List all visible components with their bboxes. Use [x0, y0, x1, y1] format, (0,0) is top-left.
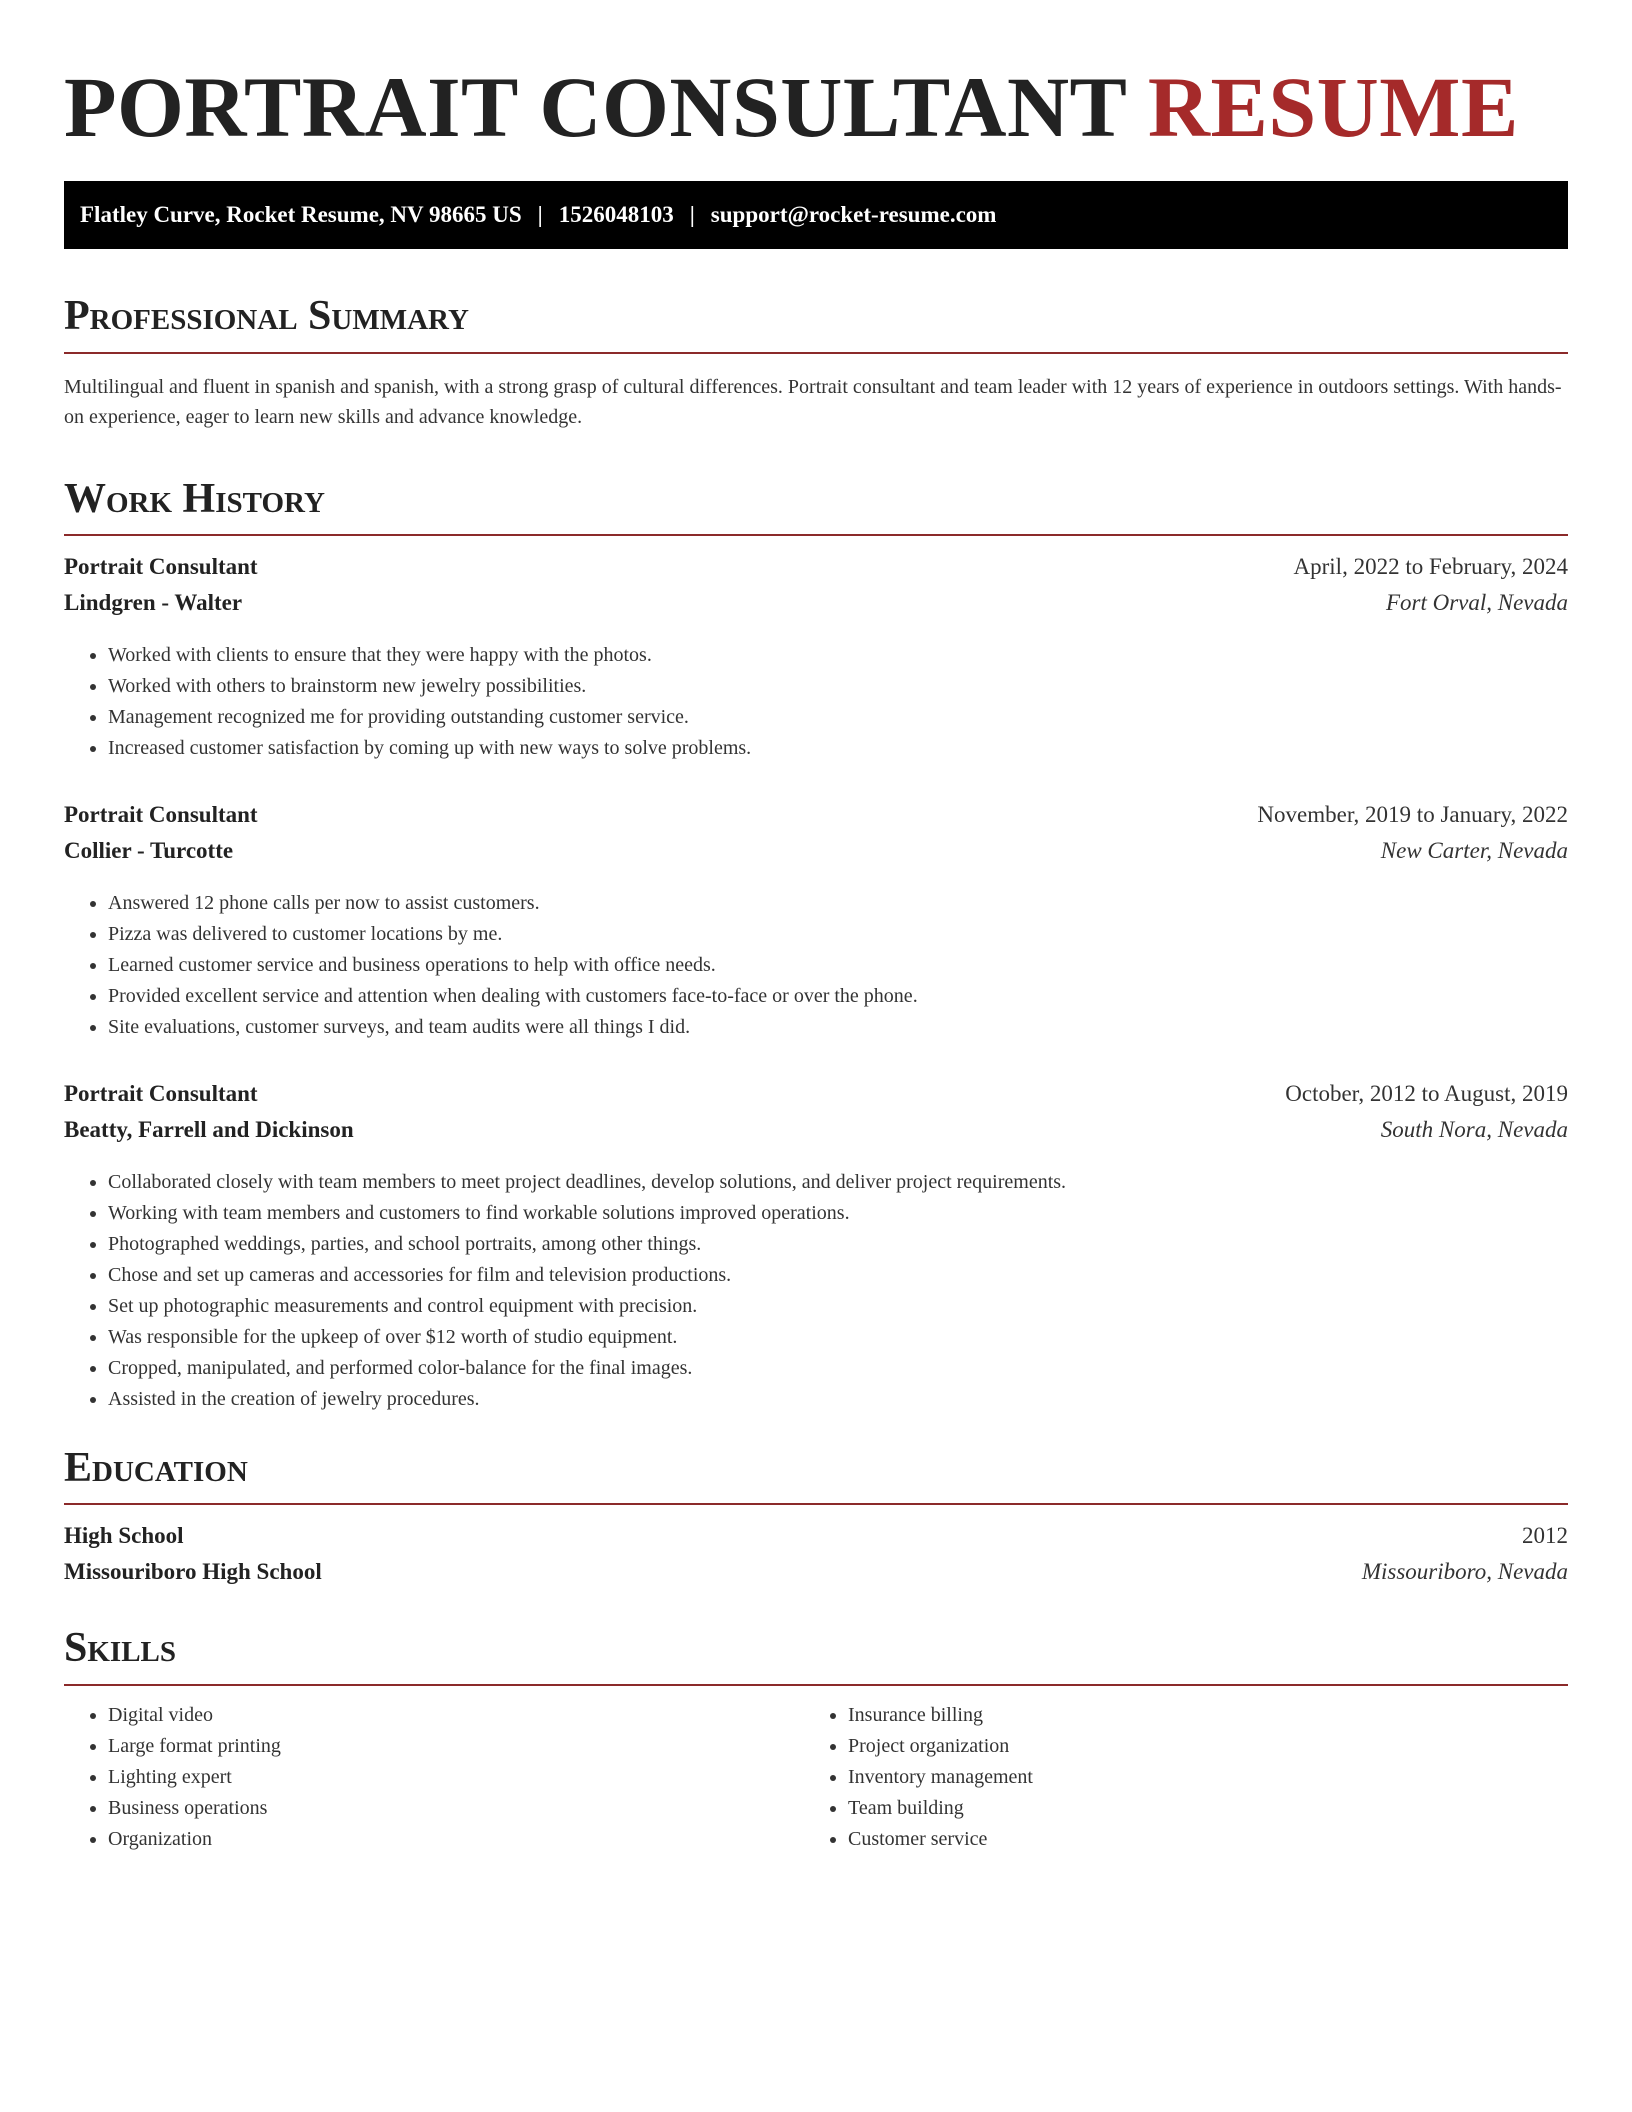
- job-entry: [64, 554, 1568, 764]
- title-accent: RESUME: [1147, 59, 1519, 155]
- education-entry: [64, 1523, 1568, 1595]
- title-main: PORTRAIT CONSULTANT: [64, 59, 1126, 155]
- job-dates: November, 2019 to January, 2022: [1257, 801, 1568, 827]
- section-heading-summary: Professional Summary: [64, 291, 1568, 353]
- education-year: 2012: [1522, 1523, 1568, 1549]
- job-location: Fort Orval, Nevada: [1385, 589, 1568, 615]
- job-title: Portrait Consultant: [64, 801, 258, 827]
- contact-phone: 1526048103: [558, 202, 674, 228]
- education-degree: High School: [64, 1523, 184, 1549]
- skill-item: • Inventory management: [848, 1762, 1544, 1793]
- job-bullet: • Provided excellent service and attention when dealing with customers face-to-face or over the phone.: [108, 981, 1568, 1012]
- skill-item: • Insurance billing: [848, 1700, 1544, 1731]
- skills-column-right: [804, 1700, 1544, 1855]
- resume-title: [64, 56, 1568, 159]
- skill-item: • Large format printing: [108, 1731, 804, 1762]
- job-bullet: • Worked with clients to ensure that they were happy with the photos.: [108, 640, 1568, 671]
- contact-address: Flatley Curve, Rocket Resume, NV 98665 US: [80, 202, 522, 228]
- contact-separator: |: [689, 202, 695, 228]
- skill-item: • Business operations: [108, 1793, 804, 1824]
- education-school: Missouriboro High School: [64, 1559, 322, 1585]
- job-title: Portrait Consultant: [64, 553, 258, 579]
- job-bullet: • Chose and set up cameras and accessories for film and television productions.: [108, 1260, 1568, 1291]
- job-company-row: [64, 838, 1568, 874]
- job-header-row: [64, 802, 1568, 838]
- job-company-row: [64, 1117, 1568, 1153]
- skill-item: • Team building: [848, 1793, 1544, 1824]
- job-bullets: [64, 888, 1568, 1043]
- job-bullet: • Learned customer service and business operations to help with office needs.: [108, 950, 1568, 981]
- job-header-row: [64, 554, 1568, 590]
- job-bullet: • Set up photographic measurements and control equipment with precision.: [108, 1291, 1568, 1322]
- job-entry: [64, 1081, 1568, 1415]
- job-location: South Nora, Nevada: [1380, 1116, 1568, 1142]
- job-bullet: • Working with team members and customers to find workable solutions improved operations.: [108, 1198, 1568, 1229]
- contact-bar: [64, 181, 1568, 249]
- contact-email: support@rocket-resume.com: [710, 202, 997, 228]
- job-dates: October, 2012 to August, 2019: [1285, 1080, 1568, 1106]
- skill-item: • Lighting expert: [108, 1762, 804, 1793]
- resume-page: [64, 0, 1568, 1855]
- education-location: Missouriboro, Nevada: [1361, 1559, 1568, 1585]
- education-header-row: [64, 1523, 1568, 1559]
- job-company: Collier - Turcotte: [64, 837, 234, 863]
- section-heading-work-history: Work History: [64, 474, 1568, 536]
- job-bullets: [64, 640, 1568, 764]
- job-dates: April, 2022 to February, 2024: [1293, 553, 1568, 579]
- skill-item: • Organization: [108, 1824, 804, 1855]
- job-bullet: • Increased customer satisfaction by coming up with new ways to solve problems.: [108, 733, 1568, 764]
- job-bullet: • Collaborated closely with team members to meet project deadlines, develop solutions, and deliver project requirements.: [108, 1167, 1568, 1198]
- job-bullet: • Cropped, manipulated, and performed color-balance for the final images.: [108, 1353, 1568, 1384]
- job-bullet: • Assisted in the creation of jewelry procedures.: [108, 1384, 1568, 1415]
- job-bullet: • Photographed weddings, parties, and school portraits, among other things.: [108, 1229, 1568, 1260]
- job-location: New Carter, Nevada: [1380, 837, 1568, 863]
- education-school-row: [64, 1559, 1568, 1595]
- job-bullet: • Was responsible for the upkeep of over $12 worth of studio equipment.: [108, 1322, 1568, 1353]
- job-entry: [64, 802, 1568, 1043]
- skill-item: • Project organization: [848, 1731, 1544, 1762]
- skills-list: [64, 1700, 1568, 1855]
- section-heading-skills: Skills: [64, 1623, 1568, 1685]
- job-bullet: • Answered 12 phone calls per now to assist customers.: [108, 888, 1568, 919]
- job-header-row: [64, 1081, 1568, 1117]
- job-bullet: • Worked with others to brainstorm new jewelry possibilities.: [108, 671, 1568, 702]
- job-bullet: • Site evaluations, customer surveys, and team audits were all things I did.: [108, 1012, 1568, 1043]
- skill-item: • Digital video: [108, 1700, 804, 1731]
- job-company: Beatty, Farrell and Dickinson: [64, 1116, 354, 1142]
- skills-column-left: [64, 1700, 804, 1855]
- contact-separator: |: [537, 202, 543, 228]
- job-company: Lindgren - Walter: [64, 589, 243, 615]
- job-company-row: [64, 590, 1568, 626]
- job-bullet: • Pizza was delivered to customer locations by me.: [108, 919, 1568, 950]
- section-heading-education: Education: [64, 1443, 1568, 1505]
- job-title: Portrait Consultant: [64, 1080, 258, 1106]
- job-bullet: • Management recognized me for providing outstanding customer service.: [108, 702, 1568, 733]
- summary-text: Multilingual and fluent in spanish and spanish, with a strong grasp of cultural differences. Portrait consultant and team leader with 12 years of experience in outdoors settings. With hands-on experience, eager to learn new skills and advance knowledge.: [64, 375, 1562, 428]
- skill-item: • Customer service: [848, 1824, 1544, 1855]
- job-bullets: [64, 1167, 1568, 1415]
